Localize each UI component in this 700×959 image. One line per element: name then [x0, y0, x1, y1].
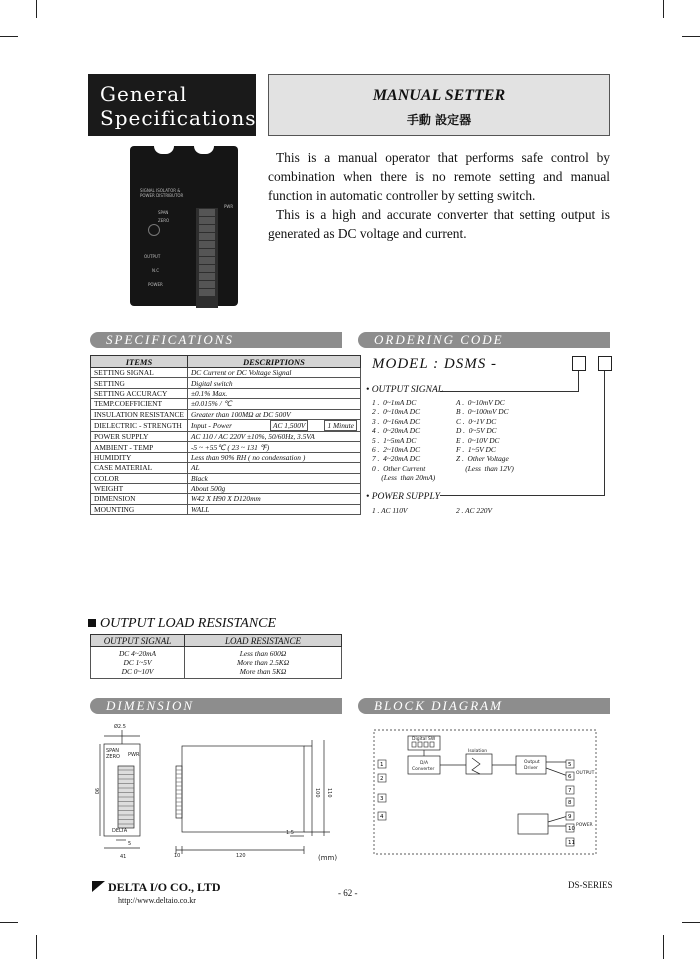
dim-5: 5 — [128, 841, 132, 847]
page-title: MANUAL SETTER — [372, 87, 506, 104]
spec-row — [91, 431, 361, 441]
page-number: - 62 - — [338, 888, 358, 898]
terminal-box — [378, 794, 386, 802]
hole-label: Ø2.5 — [114, 724, 126, 730]
spec-item: POWER SUPPLY — [91, 431, 188, 441]
spec-item: DIMENSION — [91, 494, 188, 504]
intro-text — [268, 148, 610, 243]
spec-row — [91, 442, 361, 452]
output-load-title: OUTPUT LOAD RESISTANCE — [88, 616, 276, 632]
option-item: (Less than 12V) — [456, 463, 514, 473]
terminal-number: 6 — [568, 774, 572, 781]
crop-mark — [0, 36, 18, 37]
cell-line: Less than 600Ω — [239, 649, 287, 658]
spec-desc: ±0.1% Max. — [187, 388, 360, 398]
spec-desc: AC 110 / AC 220V ±10%, 50/60Hz, 3.5VA — [187, 431, 360, 441]
spec-row — [91, 483, 361, 493]
output-signal-cell — [91, 647, 185, 679]
spec-item: SETTING ACCURACY — [91, 388, 188, 398]
terminal-number: 11 — [568, 840, 575, 847]
terminal-number: 3 — [380, 796, 384, 803]
spec-row — [91, 463, 361, 473]
spec-desc: -5 ~ +55℃ ( 23 ~ 131 ℉) — [187, 442, 360, 452]
terminal-number: 9 — [568, 814, 572, 821]
spec-item: CASE MATERIAL — [91, 463, 188, 473]
spec-desc: Black — [187, 473, 360, 483]
spec-desc: WALL — [187, 504, 360, 514]
company-logo: DELTA I/O CO., LTD — [92, 880, 221, 895]
output-load-table — [90, 634, 342, 679]
bullet-square-icon — [88, 619, 96, 627]
col-load-resistance: LOAD RESISTANCE — [185, 635, 342, 647]
spec-item: SETTING SIGNAL — [91, 368, 188, 378]
spec-row — [91, 419, 361, 431]
product-photo: SIGNAL ISOLATOR & POWER DISTRIBUTOR PWR SPAN ZERO OUTPUT N.C POWER — [130, 146, 238, 306]
dimension-drawing — [90, 718, 346, 866]
power-option-2: 2 . AC 220V — [456, 506, 492, 515]
spec-desc: Input - Power AC 1,500V 1 Minute — [187, 419, 360, 431]
spec-desc: W42 X H90 X D120mm — [187, 494, 360, 504]
delta-logo-icon — [92, 881, 105, 892]
dielectric-time: 1 Minute — [324, 420, 356, 431]
output-driver-label-2: Driver — [524, 766, 538, 771]
option-item: 1 . 0~1mA DC — [372, 398, 417, 407]
spec-item: INSULATION RESISTANCE — [91, 409, 188, 419]
spec-desc: DC Current or DC Voltage Signal — [187, 368, 360, 378]
output-signal-list-left — [372, 398, 435, 483]
col-items: ITEMS — [91, 356, 188, 368]
option-item: Z . Other Voltage — [456, 454, 509, 464]
block-diagram-header: BLOCK DIAGRAM — [358, 698, 610, 714]
power-option-1: 1 . AC 110V — [372, 506, 408, 515]
dimension-header: DIMENSION — [90, 698, 342, 714]
spec-item: DIELECTRIC - STRENGTH — [91, 419, 188, 431]
spec-item: COLOR — [91, 473, 188, 483]
terminal-number: 10 — [568, 826, 575, 833]
option-item: 2 . 0~10mA DC — [372, 407, 421, 417]
crop-mark — [36, 0, 37, 18]
title-box — [268, 74, 610, 136]
option-item: 6 . 2~10mA DC — [372, 445, 421, 455]
company-url: http://www.deltaio.co.kr — [118, 896, 196, 905]
spec-row — [91, 368, 361, 378]
load-resistance-cell — [185, 647, 342, 679]
block-diagram — [372, 726, 598, 858]
unit-label: (mm) — [318, 854, 338, 862]
spec-row — [91, 378, 361, 388]
option-item: 0 . Other Current — [372, 463, 426, 473]
dim-41: 41 — [120, 854, 127, 860]
spec-desc: Digital switch — [187, 378, 360, 388]
terminal-box — [566, 824, 575, 832]
terminal-box — [566, 786, 574, 794]
option-item: D . 0~5V DC — [456, 426, 497, 436]
terminal-box — [378, 760, 386, 768]
output-signal-list-right — [456, 398, 514, 473]
intro-paragraph-2: This is a high and accurate converter that setting output is generated as DC voltage and current. — [268, 207, 610, 241]
terminal-number: 5 — [568, 762, 572, 769]
cell-line: DC 1~5V — [123, 658, 152, 667]
terminal-box — [566, 812, 574, 820]
dim-1-5: 1.5 — [286, 830, 294, 836]
col-descriptions: DESCRIPTIONS — [187, 356, 360, 368]
model-box-1 — [572, 356, 586, 371]
spec-item: AMBIENT - TEMP — [91, 442, 188, 452]
spec-desc: ±0.015% / ℃ — [187, 399, 360, 409]
pwr-label: PWR — [128, 752, 140, 758]
span-label: SPAN — [106, 748, 120, 754]
spec-item: TEMP.COEFFICIENT — [91, 399, 188, 409]
spec-item: WEIGHT — [91, 483, 188, 493]
cell-line: DC 0~10V — [121, 667, 154, 676]
spec-row — [91, 473, 361, 483]
cell-line: More than 2.5KΩ — [236, 658, 290, 667]
intro-paragraph-1: This is a manual operator that performs safe control by combination when there is no remote setting and manual function in automatic controller by setting switch. — [268, 150, 610, 203]
model-code: MODEL : DSMS - — [372, 356, 497, 372]
option-item: E . 0~10V DC — [456, 435, 500, 445]
option-item: B . 0~100mV DC — [456, 407, 509, 417]
terminal-box — [566, 760, 574, 768]
output-driver-label-1: Output — [524, 760, 540, 765]
spec-item: MOUNTING — [91, 504, 188, 514]
terminal-box — [378, 774, 386, 782]
terminal-box — [566, 838, 575, 846]
terminal-box — [566, 798, 574, 806]
crop-mark — [663, 935, 664, 959]
specifications-table — [90, 355, 361, 515]
power-supply-title: • POWER SUPPLY — [366, 492, 440, 502]
page-title-korean: 手動 設定器 — [406, 113, 472, 127]
option-item: F . 1~5V DC — [456, 445, 496, 455]
output-signal-title: • OUTPUT SIGNAL — [366, 385, 444, 395]
span-knob — [148, 224, 160, 236]
option-item: 5 . 1~5mA DC — [372, 435, 417, 445]
col-output-signal: OUTPUT SIGNAL — [91, 635, 185, 647]
power-terminal-label: POWER — [576, 823, 593, 828]
option-item: A . 0~10mV DC — [456, 398, 505, 407]
terminal-box — [566, 772, 574, 780]
spec-row — [91, 388, 361, 398]
crop-mark — [0, 922, 18, 923]
da-label-1: D/A — [420, 761, 429, 766]
dielectric-voltage: AC 1,500V — [270, 420, 308, 431]
spec-row — [91, 494, 361, 504]
terminal-number: 8 — [568, 800, 572, 807]
option-item: (Less than 20mA) — [372, 473, 436, 483]
gs-line1: General — [100, 82, 188, 106]
spec-desc: Greater than 100MΩ at DC 500V — [187, 409, 360, 419]
brand-label: DELTA — [112, 828, 128, 834]
digital-sw-label: Digital SW — [412, 737, 436, 742]
spec-desc: Less than 90% RH ( no condensation ) — [187, 452, 360, 462]
crop-mark — [682, 922, 700, 923]
cell-line: DC 4~20mA — [118, 649, 157, 658]
model-box-2 — [598, 356, 612, 371]
general-specifications-box — [88, 74, 256, 136]
dim-10: 10 — [174, 853, 181, 859]
dim-90: 90 — [93, 788, 99, 795]
terminal-box — [378, 812, 386, 820]
spec-row — [91, 399, 361, 409]
spec-item: HUMIDITY — [91, 452, 188, 462]
ordering-code-header: ORDERING CODE — [358, 332, 610, 348]
option-item: 4 . 0~20mA DC — [372, 426, 421, 436]
series-label: DS-SERIES — [568, 880, 613, 890]
zero-label: ZERO — [106, 754, 120, 760]
dim-120: 120 — [236, 853, 246, 859]
option-item: C . 0~1V DC — [456, 416, 497, 426]
crop-mark — [36, 935, 37, 959]
crop-mark — [682, 36, 700, 37]
specifications-header: SPECIFICATIONS — [90, 332, 342, 348]
isolation-label: Isolation — [468, 749, 488, 754]
output-terminal-label: OUTPUT — [576, 771, 595, 776]
terminal-number: 4 — [380, 814, 384, 821]
dim-100: 100 — [314, 788, 320, 798]
option-item: 3 . 0~16mA DC — [372, 416, 421, 426]
spec-row — [91, 409, 361, 419]
spec-desc: About 500g — [187, 483, 360, 493]
spec-row — [91, 504, 361, 514]
spec-item: SETTING — [91, 378, 188, 388]
spec-desc: AL — [187, 463, 360, 473]
spec-row — [91, 452, 361, 462]
cell-line: More than 5KΩ — [239, 667, 287, 676]
terminal-block — [196, 208, 218, 308]
option-item: 7 . 4~20mA DC — [372, 454, 421, 464]
da-label-2: Converter — [412, 767, 435, 772]
terminal-number: 7 — [568, 788, 572, 795]
product-label: SIGNAL ISOLATOR & POWER DISTRIBUTOR — [140, 188, 184, 198]
terminal-number: 2 — [380, 776, 384, 783]
terminal-number: 1 — [380, 762, 384, 769]
crop-mark — [663, 0, 664, 18]
dim-110: 110 — [326, 788, 332, 798]
gs-line2: Specifications — [100, 106, 257, 130]
